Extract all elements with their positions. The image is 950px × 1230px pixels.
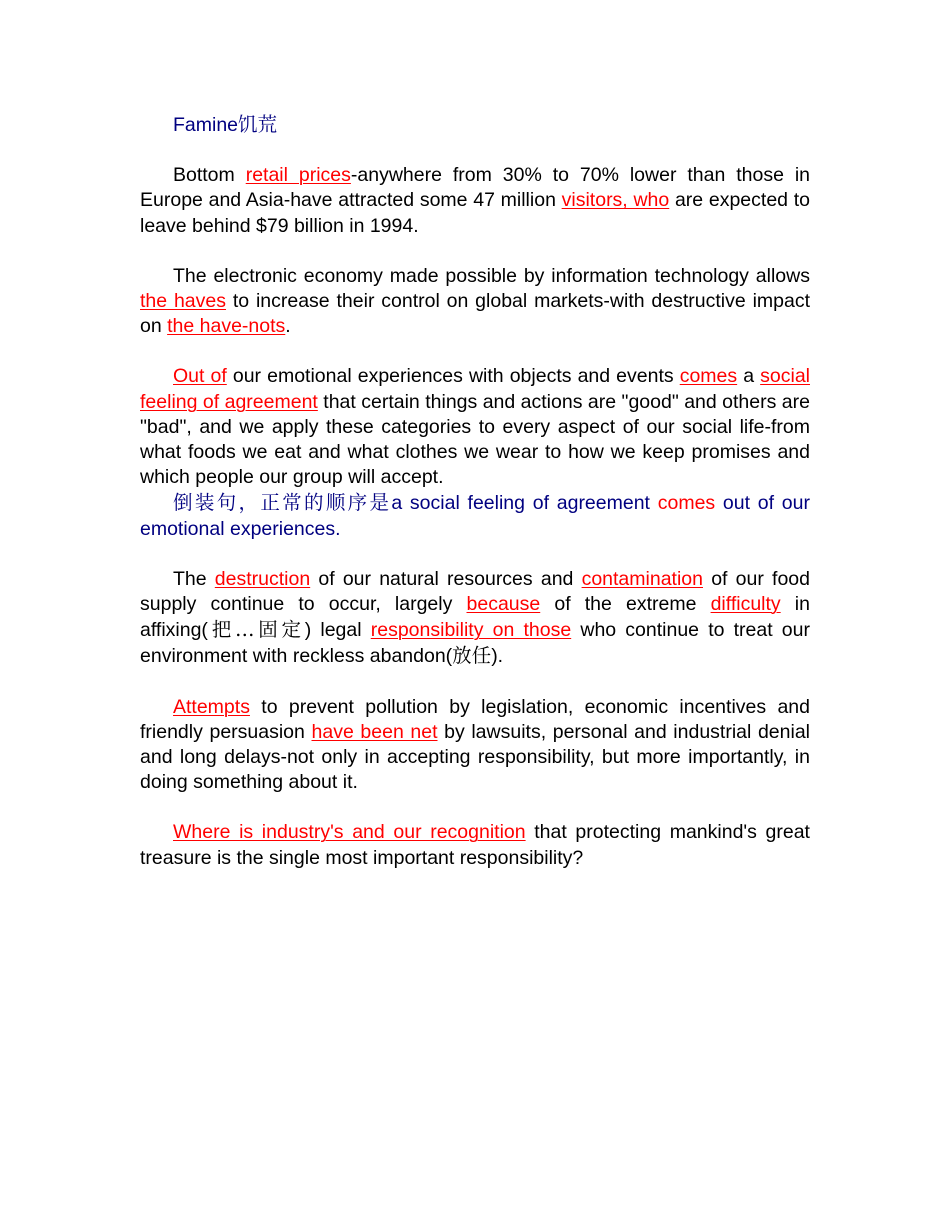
document-body [140,112,810,871]
title-chinese: 饥荒 [238,113,278,136]
paragraph-2 [140,264,810,340]
annotation-note [140,490,810,541]
text-run: of the extreme [540,593,711,616]
text-run: who continue to treat our environment with reckless abandon( [140,619,810,668]
highlighted-phrase: have been net [311,720,438,743]
text-run: The [173,567,215,590]
paragraph-1 [140,163,810,239]
paragraph-3 [140,364,810,490]
text-run: to prevent pollution by legislation, economic incentives and friendly persuasion [140,695,810,743]
text-run: of our natural resources and [310,567,582,590]
highlighted-phrase: destruction [214,567,311,590]
text-run: in affixing( [140,593,810,642]
note-emphasis: comes [657,492,716,515]
highlighted-phrase: contamination [581,567,703,590]
paragraph-6 [140,820,810,870]
chinese-gloss: 放任 [452,644,492,668]
highlighted-phrase: responsibility on those [370,619,572,642]
highlighted-phrase: Out of [173,365,227,388]
highlighted-phrase: comes [679,365,738,388]
text-run: Bottom [173,164,246,187]
document-title [140,112,810,138]
highlighted-phrase: the haves [140,290,226,313]
text-run: are expected to leave behind $79 billion in 1994. [140,189,810,237]
highlighted-phrase: because [466,593,541,616]
paragraph-4 [140,567,810,670]
text-run: . [285,315,291,338]
highlighted-phrase: Where is industry's and our recognition [173,821,526,844]
chinese-gloss: 把…固定 [207,618,305,642]
text-run: The electronic economy made possible by information technology allows [173,264,810,287]
text-run: to increase their control on global markets-with destructive impact on [140,290,811,338]
text-run: out of our emotional experiences. [140,492,810,540]
highlighted-phrase: Attempts [173,695,250,718]
paragraph-5 [140,695,810,796]
note-chinese: 倒装句，正常的顺序是 [173,491,392,515]
highlighted-phrase: social feeling of agreement [140,365,810,413]
text-run: ) legal [304,619,371,642]
highlighted-phrase: difficulty [710,593,781,616]
text-run: a social feeling of agreement [391,492,658,515]
title-english: Famine [173,114,239,136]
text-run: ). [491,645,504,668]
text-run: that certain things and actions are "good" and others are "bad", and we apply these categories to every aspect of our social life-from what foods we eat and what clothes we wear to how we keep promises and which people our group will accept. [140,390,810,489]
text-run: -anywhere from 30% to 70% lower than those in Europe and Asia-have attracted some 47 million [140,164,811,212]
text-run: a [737,365,761,388]
highlighted-phrase: retail prices [245,164,351,187]
text-run: of our food supply continue to occur, largely [140,567,810,616]
highlighted-phrase: visitors, who [561,189,670,212]
text-run: by lawsuits, personal and industrial denial and long delays-not only in accepting responsibility, but more importantly, in doing something about it. [140,720,811,794]
highlighted-phrase: the have-nots [167,315,286,338]
text-run: that protecting mankind's great treasure is the single most important responsibility? [140,821,810,869]
text-run: our emotional experiences with objects and events [226,365,680,388]
